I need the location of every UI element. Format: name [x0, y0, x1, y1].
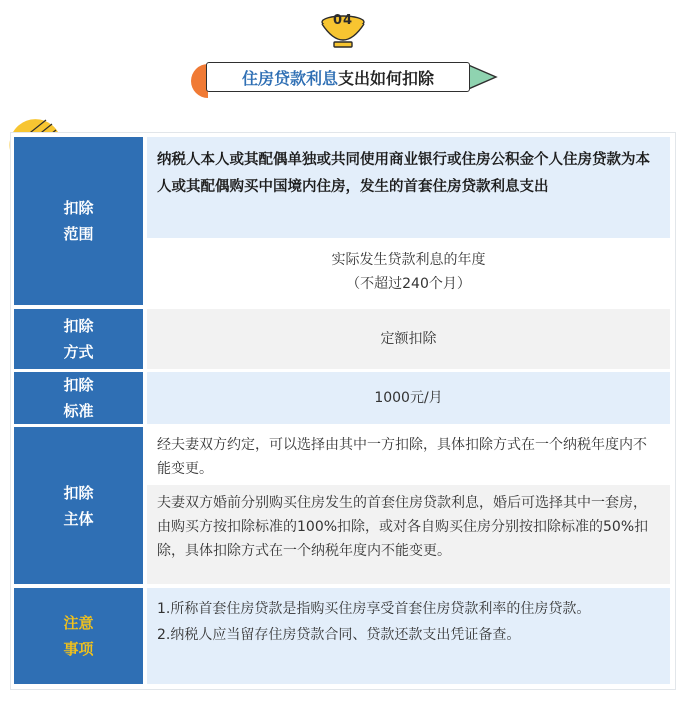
scope-period-line1: 实际发生贷款利息的年度: [331, 251, 486, 268]
label-standard-line1: 扣除: [63, 376, 94, 394]
title-highlight: 住房贷款利息: [241, 68, 338, 88]
page-title: [206, 62, 470, 92]
section-number: 04: [332, 13, 354, 28]
label-subject-line1: 扣除: [63, 483, 94, 502]
scope-period: [147, 238, 670, 305]
subject-text-1: 经夫妻双方约定，可以选择由其中一方扣除，具体扣除方式在一个纳税年度内不能变更。: [147, 427, 670, 485]
row-standard: [14, 372, 670, 424]
title-rest: 支出如何扣除: [338, 68, 435, 88]
label-scope: [14, 137, 143, 305]
note-1: 1.所称首套住房贷款是指购买住房享受首套住房贷款利率的住房贷款。: [157, 601, 591, 617]
label-subject: [14, 427, 143, 584]
label-subject-line2: 主体: [63, 509, 94, 528]
note-2: 2.纳税人应当留存住房贷款合同、贷款还款支出凭证备查。: [157, 627, 521, 643]
row-subject: [14, 427, 670, 584]
row-scope: [14, 137, 670, 305]
title-banner: [186, 58, 498, 98]
scope-text: 纳税人本人或其配偶单独或共同使用商业银行或住房公积金个人住房贷款为本人或其配偶购买中国境内住房，发生的首套住房贷款利息支出: [147, 137, 670, 238]
label-standard: [14, 372, 143, 424]
row-notes: [14, 588, 670, 684]
standard-text: 1000元/月: [147, 372, 670, 424]
label-scope-line2: 范围: [63, 225, 94, 243]
label-notes-line2: 事项: [63, 640, 94, 658]
notes-text: [147, 588, 670, 684]
label-scope-line1: 扣除: [63, 199, 94, 217]
row-method: [14, 309, 670, 369]
label-method-line2: 方式: [63, 343, 94, 361]
label-standard-line2: 标准: [63, 402, 94, 420]
label-notes: [14, 588, 143, 684]
method-text: 定额扣除: [147, 309, 670, 369]
subject-text-2: 夫妻双方婚前分别购买住房发生的首套住房贷款利息，婚后可选择其中一套房，由购买方按扣除标准的100%扣除，或对各自购买住房分别按扣除标准的50%扣除，具体扣除方式在一个纳税年度内不能变更。: [147, 485, 670, 584]
label-notes-line1: 注意: [63, 614, 94, 632]
label-method-line1: 扣除: [63, 317, 94, 335]
scope-period-line2: （不超过240个月）: [346, 275, 471, 292]
label-method: [14, 309, 143, 369]
